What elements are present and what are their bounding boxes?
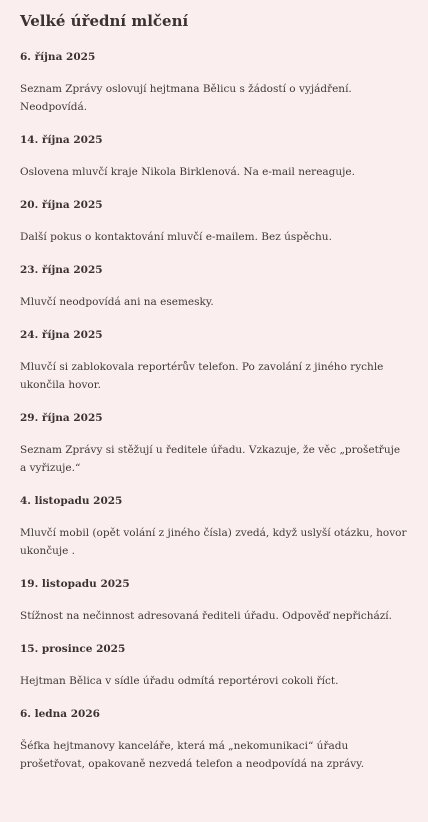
entry-date: 14. října 2025 — [20, 134, 103, 146]
timeline-entry — [20, 642, 408, 690]
timeline-entry — [20, 411, 408, 477]
entry-date: 4. listopadu 2025 — [20, 495, 123, 507]
entry-date: 23. října 2025 — [20, 264, 103, 276]
timeline-entry — [20, 50, 408, 116]
timeline-entry — [20, 494, 408, 560]
entry-date: 19. listopadu 2025 — [20, 578, 130, 590]
entry-text: Seznam Zprávy si stěžují u ředitele úřadu. Vzkazuje, že věc „prošetřuje a vyřizuje.“ — [20, 444, 401, 474]
entry-text: Hejtman Bělica v sídle úřadu odmítá reportérovi cokoli říct. — [20, 675, 339, 687]
entry-text: Seznam Zprávy oslovují hejtmana Bělicu s žádostí o vyjádření. Neodpovídá. — [20, 83, 352, 113]
timeline-entry — [20, 198, 408, 246]
entry-text: Mluvčí mobil (opět volání z jiného čísla) zvedá, když uslyší otázku, hovor ukončuje . — [20, 527, 407, 557]
entry-text: Mluvčí si zablokovala reportérův telefon. Po zavolání z jiného rychle ukončila hovor. — [20, 361, 384, 391]
page-title: Velké úřední mlčení — [20, 12, 189, 30]
entry-date: 6. ledna 2026 — [20, 708, 100, 720]
entry-date: 20. října 2025 — [20, 199, 103, 211]
entry-text: Šéfka hejtmanovy kanceláře, která má „nekomunikaci“ úřadu prošetřovat, opakovaně nezvedá telefon a neodpovídá na zprávy. — [20, 740, 365, 770]
timeline-entry — [20, 707, 408, 773]
entry-text: Oslovena mluvčí kraje Nikola Birklenová. Na e-mail nereaguje. — [20, 166, 355, 178]
entry-date: 6. října 2025 — [20, 51, 96, 63]
entry-text: Stížnost na nečinnost adresovaná řediteli úřadu. Odpověď nepřichází. — [20, 610, 392, 622]
timeline-entry — [20, 328, 408, 394]
timeline-entry — [20, 263, 408, 311]
entry-text: Mluvčí neodpovídá ani na esemesky. — [20, 296, 214, 308]
entry-text: Další pokus o kontaktování mluvčí e-mailem. Bez úspěchu. — [20, 231, 332, 243]
timeline-entry — [20, 133, 408, 181]
entry-date: 15. prosince 2025 — [20, 643, 126, 655]
timeline-entry — [20, 577, 408, 625]
entry-date: 24. října 2025 — [20, 329, 103, 341]
entry-date: 29. října 2025 — [20, 412, 103, 424]
